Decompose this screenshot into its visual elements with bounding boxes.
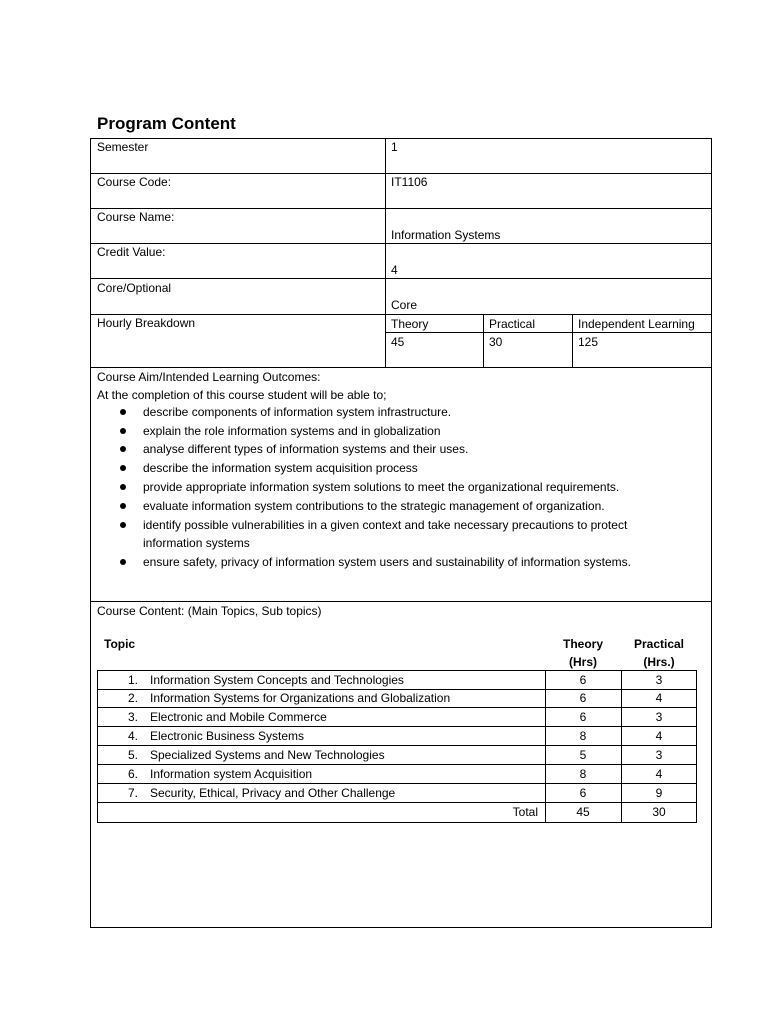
aim-item: describe components of information system infrastructure.	[143, 405, 452, 419]
theory-column-header: Theory	[562, 637, 603, 651]
aim-item: ensure safety, privacy of information system users and sustainability of information systems.	[143, 555, 631, 569]
row-divider	[90, 278, 712, 279]
total-label: Total	[512, 805, 538, 819]
total-theory-hours: 45	[576, 805, 590, 819]
bullet-icon	[120, 484, 126, 490]
topic-name: Security, Ethical, Privacy and Other Challenge	[150, 786, 396, 800]
topic-name: Electronic Business Systems	[150, 729, 305, 743]
topic-name: Specialized Systems and New Technologies	[150, 748, 385, 762]
topic-name: Information System Concepts and Technologies	[150, 673, 404, 687]
aim-item: provide appropriate information system solutions to meet the organizational requirements.	[143, 480, 620, 494]
bullet-icon	[120, 465, 126, 471]
aims-intro: At the completion of this course student will be able to;	[97, 388, 387, 402]
topic-practical-hours: 4	[655, 691, 663, 705]
column-divider	[483, 314, 484, 367]
topic-theory-hours: 8	[579, 767, 587, 781]
topic-practical-hours: 3	[655, 673, 663, 687]
topic-name: Information Systems for Organizations and Globalization	[150, 691, 451, 705]
topic-number: 5.	[127, 748, 138, 762]
topic-theory-hours: 8	[579, 729, 587, 743]
row-divider	[90, 243, 712, 244]
row-divider	[97, 764, 697, 765]
theory-column-unit: (Hrs)	[568, 655, 597, 669]
bullet-icon	[120, 503, 126, 509]
theory-header: Theory	[391, 317, 429, 331]
row-divider	[97, 707, 697, 708]
row-divider	[97, 802, 697, 803]
topic-practical-hours: 4	[655, 767, 663, 781]
total-practical-hours: 30	[652, 805, 666, 819]
row-divider	[90, 367, 712, 368]
row-divider	[97, 745, 697, 746]
credit-value-value: 4	[391, 263, 398, 277]
core-optional-label: Core/Optional	[97, 281, 172, 295]
aim-item: identify possible vulnerabilities in a given context and take necessary precautions to protect	[143, 518, 628, 532]
semester-value: 1	[391, 140, 398, 154]
row-divider	[90, 601, 712, 602]
row-divider	[90, 173, 712, 174]
aim-item: describe the information system acquisition process	[143, 461, 418, 475]
topic-number: 3.	[127, 710, 138, 724]
aim-item-continuation: information systems	[143, 536, 250, 550]
topic-theory-hours: 6	[579, 710, 587, 724]
aims-heading: Course Aim/Intended Learning Outcomes:	[97, 370, 321, 384]
row-divider	[97, 689, 697, 690]
topic-practical-hours: 4	[655, 729, 663, 743]
bullet-icon	[120, 522, 126, 528]
row-divider	[97, 726, 697, 727]
practical-hours: 30	[489, 335, 503, 349]
aim-item: explain the role information systems and in globalization	[143, 424, 441, 438]
independent-learning-header: Independent Learning	[578, 317, 695, 331]
topic-number: 6.	[127, 767, 138, 781]
topic-column-header: Topic	[104, 637, 136, 651]
hourly-breakdown-label: Hourly Breakdown	[97, 316, 196, 330]
bullet-icon	[120, 428, 126, 434]
topic-number: 7.	[127, 786, 138, 800]
credit-value-label: Credit Value:	[97, 245, 166, 259]
topic-practical-hours: 3	[655, 710, 663, 724]
course-code-value: IT1106	[391, 175, 428, 189]
column-divider	[385, 138, 386, 367]
aim-item: analyse different types of information systems and their uses.	[143, 442, 469, 456]
theory-hours: 45	[391, 335, 405, 349]
topic-practical-hours: 3	[655, 748, 663, 762]
core-optional-value: Core	[391, 298, 418, 312]
topic-name: Information system Acquisition	[150, 767, 313, 781]
topic-number: 4.	[127, 729, 138, 743]
topic-practical-hours: 9	[655, 786, 663, 800]
row-divider	[97, 783, 697, 784]
topic-theory-hours: 6	[579, 691, 587, 705]
practical-header: Practical	[489, 317, 536, 331]
row-divider	[90, 314, 712, 315]
semester-label: Semester	[97, 140, 149, 154]
practical-column-unit: (Hrs.)	[643, 655, 675, 669]
course-name-value: Information Systems	[391, 228, 501, 242]
topic-theory-hours: 6	[579, 786, 587, 800]
column-divider	[572, 314, 573, 367]
topic-theory-hours: 6	[579, 673, 587, 687]
course-code-label: Course Code:	[97, 175, 172, 189]
topic-name: Electronic and Mobile Commerce	[150, 710, 327, 724]
page-title: Program Content	[97, 114, 236, 133]
topic-number: 2.	[127, 691, 138, 705]
bullet-icon	[120, 446, 126, 452]
topic-number: 1.	[127, 673, 138, 687]
course-name-label: Course Name:	[97, 210, 175, 224]
aim-item: evaluate information system contributions to the strategic management of organization.	[143, 499, 605, 513]
bullet-icon	[120, 409, 126, 415]
topic-theory-hours: 5	[579, 748, 587, 762]
bullet-icon	[120, 559, 126, 565]
course-content-heading: Course Content: (Main Topics, Sub topics)	[97, 604, 322, 618]
independent-learning-hours: 125	[578, 335, 599, 349]
practical-column-header: Practical	[633, 637, 685, 651]
row-divider	[90, 208, 712, 209]
hourly-subheader-divider	[385, 332, 712, 333]
